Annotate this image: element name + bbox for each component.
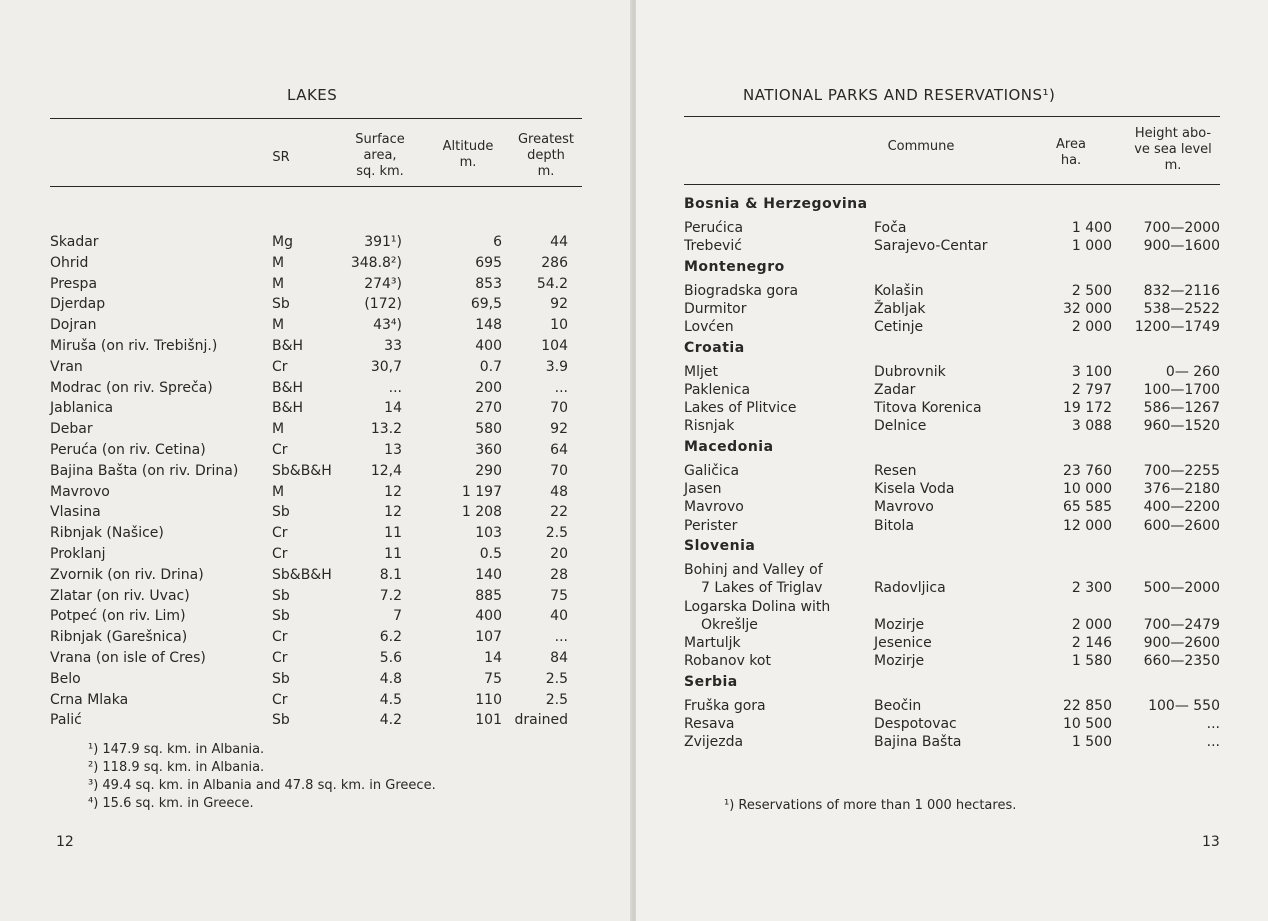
table-row <box>50 544 590 564</box>
park-commune: Zadar <box>874 381 916 398</box>
region-heading: Slovenia <box>684 537 756 554</box>
lake-area: ... <box>388 379 402 396</box>
region-heading: Serbia <box>684 673 738 690</box>
lake-republic: Cr <box>272 358 288 375</box>
lake-altitude: 6 <box>493 234 502 250</box>
table-row <box>50 232 590 252</box>
lake-altitude: 200 <box>475 379 502 396</box>
lake-area: 391¹) <box>364 234 402 250</box>
park-commune: Radovljica <box>874 580 946 597</box>
park-commune: Mozirje <box>874 653 925 670</box>
park-height: 900—2600 <box>1143 635 1220 652</box>
table-row <box>50 690 590 710</box>
park-name: Mljet <box>684 363 718 380</box>
park-height: 586—1267 <box>1143 400 1220 417</box>
region-heading: Bosnia & Herzegovina <box>684 196 868 212</box>
lake-area: 12 <box>384 504 402 521</box>
park-commune: Despotovac <box>874 716 957 732</box>
table-row <box>684 560 1224 580</box>
lake-depth: 40 <box>550 608 568 625</box>
lake-depth: 92 <box>550 421 568 438</box>
lake-altitude: 103 <box>475 525 502 542</box>
park-area: 1 000 <box>1071 238 1112 255</box>
lake-republic: Cr <box>272 525 288 542</box>
park-height: 960—1520 <box>1143 418 1220 435</box>
lake-depth: drained <box>514 712 568 729</box>
lake-area: 12,4 <box>370 462 402 479</box>
table-row <box>684 633 1224 653</box>
park-height: 1200—1749 <box>1134 319 1220 336</box>
park-height: 376—2180 <box>1143 481 1220 497</box>
table-row <box>50 502 590 522</box>
header-commune: Commune <box>887 139 955 154</box>
region-heading: Croatia <box>684 339 745 356</box>
lake-republic: Cr <box>272 442 288 458</box>
park-name: Resava <box>684 716 735 732</box>
park-area: 19 172 <box>1063 400 1112 417</box>
park-commune: Dubrovnik <box>874 363 946 380</box>
lake-republic: B&H <box>272 338 304 354</box>
lake-depth: ... <box>554 379 568 396</box>
table-row <box>684 398 1224 418</box>
lake-altitude: 148 <box>475 317 502 334</box>
header-bottom-rule <box>684 184 1220 185</box>
region-heading: Macedonia <box>684 438 774 455</box>
table-row <box>684 732 1224 752</box>
park-name: Lovćen <box>684 319 734 336</box>
park-area: 22 850 <box>1063 697 1112 714</box>
lake-depth: 84 <box>550 650 568 666</box>
header-height: Height abo- ve sea level m. <box>1134 126 1212 173</box>
park-commune: Mozirje <box>874 616 925 633</box>
park-height: 600—2600 <box>1143 517 1220 534</box>
table-row <box>50 336 590 356</box>
lake-depth: 75 <box>550 587 568 604</box>
lake-republic: Sb <box>272 504 290 521</box>
park-height: ... <box>1206 716 1220 732</box>
park-name: Jasen <box>684 481 722 497</box>
lake-name: Vrana (on isle of Cres) <box>50 650 206 666</box>
park-height: 700—2479 <box>1143 616 1220 633</box>
lake-republic: Sb <box>272 712 290 729</box>
lake-depth: 3.9 <box>545 358 568 375</box>
park-name: Paklenica <box>684 381 751 398</box>
park-name: Perister <box>684 517 738 534</box>
lake-area: 7 <box>393 608 402 625</box>
park-name: Perućica <box>684 220 744 236</box>
lake-altitude: 290 <box>475 462 502 479</box>
park-name: Risnjak <box>684 418 735 435</box>
lake-altitude: 14 <box>484 650 502 666</box>
park-commune: Bajina Bašta <box>874 734 962 751</box>
table-row <box>684 651 1224 671</box>
header-area: Surface area, sq. km. <box>355 132 405 179</box>
park-area: 1 500 <box>1071 734 1112 751</box>
table-row <box>50 565 590 585</box>
lake-area: (172) <box>364 296 402 313</box>
park-height: 100—1700 <box>1143 381 1220 398</box>
park-name: Zvijezda <box>684 734 744 751</box>
lake-republic: Sb <box>272 296 290 313</box>
left-page <box>0 0 632 921</box>
lake-area: 11 <box>384 546 402 562</box>
lake-republic: M <box>272 483 285 500</box>
park-height: 538—2522 <box>1143 300 1220 317</box>
lake-area: 12 <box>384 483 402 500</box>
park-commune: Beočin <box>874 697 922 714</box>
table-row <box>684 479 1224 499</box>
lake-altitude: 1 208 <box>461 504 502 521</box>
lake-name: Dojran <box>50 317 97 334</box>
park-name: Mavrovo <box>684 499 744 516</box>
header-sr: SR <box>272 150 290 165</box>
park-area: 23 760 <box>1063 462 1112 479</box>
lake-depth: 104 <box>541 338 568 354</box>
park-commune: Titova Korenica <box>874 400 982 417</box>
lake-depth: 22 <box>550 504 568 521</box>
lake-name: Mavrovo <box>50 483 110 500</box>
lake-name: Ribnjak (Garešnica) <box>50 629 188 646</box>
lake-name: Ohrid <box>50 254 89 271</box>
lake-name: Vran <box>50 358 83 375</box>
lake-name: Djerdap <box>50 296 106 313</box>
lake-republic: M <box>272 317 285 334</box>
table-row <box>684 497 1224 517</box>
table-row <box>50 482 590 502</box>
page-number: 12 <box>56 834 74 850</box>
lake-depth: 28 <box>550 566 568 583</box>
right-page <box>636 0 1268 921</box>
lake-name: Zlatar (on riv. Uvac) <box>50 587 190 604</box>
lake-name: Modrac (on riv. Spreča) <box>50 379 213 396</box>
lake-depth: 10 <box>550 317 568 334</box>
park-area: 2 797 <box>1071 381 1112 398</box>
park-area: 1 580 <box>1071 653 1112 670</box>
park-name: Durmitor <box>684 300 747 317</box>
park-height: 0— 260 <box>1165 363 1220 380</box>
lake-altitude: 400 <box>475 608 502 625</box>
park-commune: Žabljak <box>874 300 926 317</box>
park-area: 2 000 <box>1071 319 1112 336</box>
lake-area: 4.2 <box>379 712 402 729</box>
lake-depth: 2.5 <box>545 691 568 708</box>
lake-depth: 70 <box>550 400 568 417</box>
lake-altitude: 107 <box>475 629 502 646</box>
table-row <box>50 606 590 626</box>
lake-depth: 286 <box>541 254 568 271</box>
lake-depth: 48 <box>550 483 568 500</box>
lake-name: Palić <box>50 712 82 729</box>
table-row <box>50 294 590 314</box>
lake-altitude: 0.5 <box>479 546 502 562</box>
lake-altitude: 853 <box>475 275 502 292</box>
park-area: 10 000 <box>1063 481 1112 497</box>
lake-altitude: 695 <box>475 254 502 271</box>
table-row <box>684 281 1224 301</box>
park-height: 100— 550 <box>1148 697 1220 714</box>
lake-republic: M <box>272 254 285 271</box>
header-altitude: Altitude m. <box>442 139 494 170</box>
lake-name: Debar <box>50 421 93 438</box>
table-row <box>684 597 1224 617</box>
lake-area: 13.2 <box>370 421 402 438</box>
park-height: 500—2000 <box>1143 580 1220 597</box>
lake-name: Peruća (on riv. Cetina) <box>50 442 206 458</box>
lake-area: 7.2 <box>379 587 402 604</box>
table-row <box>684 218 1224 238</box>
lake-republic: Sb&B&H <box>272 566 332 583</box>
lake-area: 33 <box>384 338 402 354</box>
table-row <box>50 440 590 460</box>
lake-depth: 64 <box>550 442 568 458</box>
lake-area: 274³) <box>364 275 402 292</box>
park-commune: Kolašin <box>874 282 924 299</box>
lake-area: 11 <box>384 525 402 542</box>
park-commune: Bitola <box>874 517 915 534</box>
table-row <box>684 299 1224 319</box>
table-row <box>50 378 590 398</box>
lake-area: 13 <box>384 442 402 458</box>
park-commune: Foča <box>874 220 907 236</box>
park-area: 32 000 <box>1063 300 1112 317</box>
park-commune: Sarajevo-Centar <box>874 238 988 255</box>
lake-altitude: 360 <box>475 442 502 458</box>
table-row <box>50 669 590 689</box>
lake-area: 14 <box>384 400 402 417</box>
lake-name: Belo <box>50 670 81 687</box>
table-row <box>50 315 590 335</box>
park-height: 700—2000 <box>1143 220 1220 236</box>
table-row <box>50 627 590 647</box>
lake-depth: 54.2 <box>536 275 568 292</box>
table-row <box>684 615 1224 635</box>
park-commune: Mavrovo <box>874 499 934 516</box>
park-commune: Cetinje <box>874 319 924 336</box>
park-name: Biogradska gora <box>684 282 799 299</box>
park-commune: Delnice <box>874 418 927 435</box>
lake-altitude: 885 <box>475 587 502 604</box>
lake-altitude: 270 <box>475 400 502 417</box>
lake-republic: Cr <box>272 546 288 562</box>
table-row <box>684 696 1224 716</box>
park-name: Robanov kot <box>684 653 771 670</box>
lake-republic: Sb <box>272 587 290 604</box>
lake-name: Prespa <box>50 275 98 292</box>
header-bottom-rule <box>50 186 582 187</box>
park-area: 3 088 <box>1071 418 1112 435</box>
park-height: 700—2255 <box>1143 462 1220 479</box>
lake-area: 8.1 <box>379 566 402 583</box>
lake-altitude: 1 197 <box>461 483 502 500</box>
park-area: 3 100 <box>1071 363 1112 380</box>
lake-altitude: 400 <box>475 338 502 354</box>
lake-depth: 44 <box>550 234 568 250</box>
park-area: 2 146 <box>1071 635 1112 652</box>
table-row <box>684 516 1224 536</box>
lake-name: Zvornik (on riv. Drina) <box>50 566 204 583</box>
lake-altitude: 75 <box>484 670 502 687</box>
lake-name: Miruša (on riv. Trebišnj.) <box>50 338 218 354</box>
park-name: Lakes of Plitvice <box>684 400 797 417</box>
lake-area: 6.2 <box>379 629 402 646</box>
park-name: Galičica <box>684 462 740 479</box>
table-row <box>50 274 590 294</box>
lakes-title: LAKES <box>287 86 338 104</box>
park-name: 7 Lakes of Triglav <box>701 580 823 597</box>
table-top-rule <box>684 116 1220 117</box>
lake-name: Jablanica <box>50 400 114 417</box>
lake-area: 5.6 <box>379 650 402 666</box>
lake-republic: M <box>272 275 285 292</box>
lake-area: 348.8²) <box>350 254 402 271</box>
table-row <box>684 380 1224 400</box>
park-area: 10 500 <box>1063 716 1112 732</box>
park-height: ... <box>1206 734 1220 751</box>
lake-name: Bajina Bašta (on riv. Drina) <box>50 462 239 479</box>
table-row <box>684 362 1224 382</box>
lake-name: Potpeć (on riv. Lim) <box>50 608 186 625</box>
lake-depth: 70 <box>550 462 568 479</box>
table-row <box>684 416 1224 436</box>
header-depth: Greatest depth m. <box>517 132 575 179</box>
lake-altitude: 580 <box>475 421 502 438</box>
park-height: 900—1600 <box>1143 238 1220 255</box>
lake-republic: Mg <box>272 234 293 250</box>
lake-republic: B&H <box>272 400 304 417</box>
park-area: 65 585 <box>1063 499 1112 516</box>
lake-area: 43⁴) <box>373 317 402 334</box>
park-commune: Resen <box>874 462 917 479</box>
park-name: Bohinj and Valley of <box>684 561 823 578</box>
table-row <box>50 461 590 481</box>
table-row <box>50 253 590 273</box>
park-area: 12 000 <box>1063 517 1112 534</box>
lake-area: 30,7 <box>370 358 402 375</box>
lake-area: 4.8 <box>379 670 402 687</box>
parks-title: NATIONAL PARKS AND RESERVATIONS¹) <box>743 86 1056 104</box>
lake-altitude: 140 <box>475 566 502 583</box>
header-area: Area ha. <box>1056 137 1086 168</box>
region-heading: Montenegro <box>684 258 785 275</box>
lake-altitude: 101 <box>475 712 502 729</box>
lake-republic: B&H <box>272 379 304 396</box>
lake-republic: Cr <box>272 629 288 646</box>
park-name: Logarska Dolina with <box>684 598 831 615</box>
lake-altitude: 69,5 <box>470 296 502 313</box>
page-number: 13 <box>1202 834 1220 850</box>
lake-name: Vlasina <box>50 504 101 521</box>
park-height: 400—2200 <box>1143 499 1220 516</box>
footnote: ¹) Reservations of more than 1 000 hectares. <box>724 798 1017 813</box>
table-row <box>684 317 1224 337</box>
table-row <box>50 398 590 418</box>
lake-area: 4.5 <box>379 691 402 708</box>
park-area: 2 300 <box>1071 580 1112 597</box>
footnote: ³) 49.4 sq. km. in Albania and 47.8 sq. km. in Greece. <box>88 778 436 793</box>
table-row <box>684 578 1224 598</box>
lake-republic: Cr <box>272 691 288 708</box>
park-name: Okrešlje <box>701 616 758 633</box>
park-area: 2 000 <box>1071 616 1112 633</box>
lake-name: Crna Mlaka <box>50 691 129 708</box>
lake-depth: 20 <box>550 546 568 562</box>
lake-name: Ribnjak (Našice) <box>50 525 164 542</box>
table-row <box>684 236 1224 256</box>
lake-republic: Cr <box>272 650 288 666</box>
lake-republic: Sb <box>272 670 290 687</box>
lake-depth: 2.5 <box>545 525 568 542</box>
lake-name: Proklanj <box>50 546 106 562</box>
park-area: 1 400 <box>1071 220 1112 236</box>
table-row <box>50 648 590 668</box>
lake-depth: ... <box>554 629 568 646</box>
lake-altitude: 110 <box>475 691 502 708</box>
park-height: 660—2350 <box>1143 653 1220 670</box>
lake-name: Skadar <box>50 234 99 250</box>
table-row <box>50 419 590 439</box>
lake-republic: Sb <box>272 608 290 625</box>
park-name: Fruška gora <box>684 697 766 714</box>
lake-depth: 92 <box>550 296 568 313</box>
park-name: Martuljk <box>684 635 741 652</box>
lake-altitude: 0.7 <box>479 358 502 375</box>
lake-republic: Sb&B&H <box>272 462 332 479</box>
park-commune: Jesenice <box>874 635 932 652</box>
footnote: ⁴) 15.6 sq. km. in Greece. <box>88 796 254 811</box>
lake-depth: 2.5 <box>545 670 568 687</box>
table-row <box>50 523 590 543</box>
park-area: 2 500 <box>1071 282 1112 299</box>
lake-republic: M <box>272 421 285 438</box>
table-row <box>684 714 1224 734</box>
footnote: ¹) 147.9 sq. km. in Albania. <box>88 742 265 757</box>
park-name: Trebević <box>684 238 742 255</box>
footnote: ²) 118.9 sq. km. in Albania. <box>88 760 265 775</box>
table-top-rule <box>50 118 582 119</box>
table-row <box>684 461 1224 481</box>
park-height: 832—2116 <box>1143 282 1220 299</box>
park-commune: Kisela Voda <box>874 481 955 497</box>
table-row <box>50 357 590 377</box>
table-row <box>50 710 590 730</box>
table-row <box>50 586 590 606</box>
